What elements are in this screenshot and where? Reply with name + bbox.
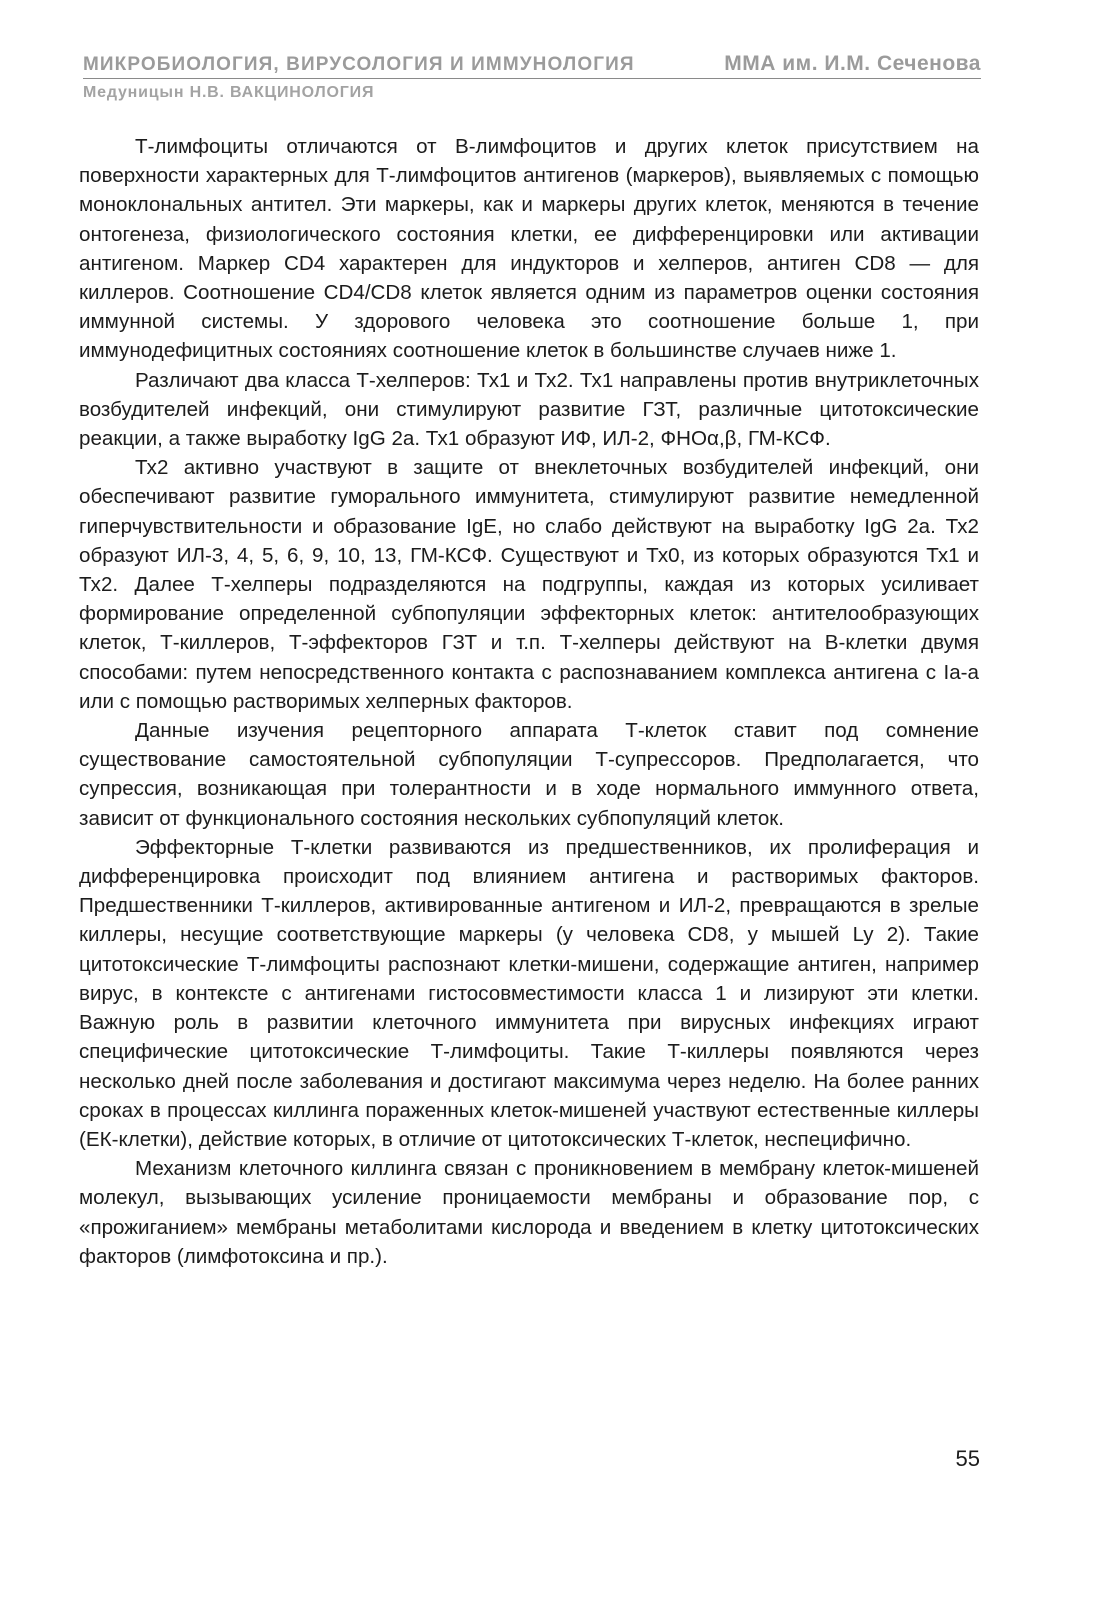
paragraph: Тх2 активно участвуют в защите от внеклеточных возбудителей инфекций, они обеспечивают развитие гуморального иммунитета, стимулируют развитие немедленной гиперчувствительности и образование IgE, но слабо действуют на выработку IgG 2a. Тх2 образуют ИЛ-3, 4, 5, 6, 9, 10, 13, ГМ-КСФ. Существуют и Тх0, из которых образуются Тх1 и Тх2. Далее Т-хелперы подразделяются на подгруппы, каждая из которых усиливает формирование определенной субпопуляции эффекторных клеток: антителообразующих клеток, Т-киллеров, Т-эффекторов ГЗТ и т.п. Т-хелперы действуют на В-клетки двумя способами: путем непосредственного контакта с распознаванием комплекса антигена с Ia-а или с помощью растворимых хелперных факторов. xyxy=(79,456,979,713)
paragraph: Различают два класса Т-хелперов: Тх1 и Тх2. Тх1 направлены против внутриклеточных возбудителей инфекций, они стимулируют развитие ГЗТ, различные цитотоксические реакции, а также выработку IgG 2a. Тх1 образуют ИФ, ИЛ-2, ФНОα,β, ГМ-КСФ. xyxy=(79,368,979,451)
paragraph: Механизм клеточного киллинга связан с проникновением в мембрану клеток-мишеней молекул, вызывающих усиление проницаемости мембраны и образование пор, с «прожиганием» мембраны метаболитами кислорода и введением в клетку цитотоксических факторов (лимфотоксина и пр.). xyxy=(79,1157,979,1268)
body-text xyxy=(79,132,979,1271)
page-number: 55 xyxy=(955,1446,980,1471)
paragraph: Т-лимфоциты отличаются от В-лимфоцитов и других клеток присутствием на поверхности характерных для Т-лимфоцитов антигенов (маркеров), выявляемых с помощью моноклональных антител. Эти маркеры, как и маркеры других клеток, меняются в течение онтогенеза, физиологического состояния клетки, ее дифференцировки или активации антигеном. Маркер CD4 характерен для индукторов и хелперов, антиген CD8 — для киллеров. Соотношение CD4/CD8 клеток является одним из параметров оценки состояния иммунной системы. У здорового человека это соотношение больше 1, при иммунодефицитных состояниях соотношение клеток в большинстве случаев ниже 1. xyxy=(79,135,979,363)
header-book-title: Медуницын Н.В. ВАКЦИНОЛОГИЯ xyxy=(83,84,375,101)
running-header xyxy=(83,46,981,102)
paragraph: Данные изучения рецепторного аппарата Т-клеток ставит под сомнение существование самостоятельной субпопуляции Т-супрессоров. Предполагается, что супрессия, возникающая при толерантности и в ходе нормального иммунного ответа, зависит от функционального состояния нескольких субпопуляций клеток. xyxy=(79,719,979,830)
header-subject-title: МИКРОБИОЛОГИЯ, ВИРУСОЛОГИЯ И ИММУНОЛОГИЯ xyxy=(83,54,635,75)
header-row xyxy=(83,46,981,79)
header-institution: ММА им. И.М. Сеченова xyxy=(724,52,981,75)
paragraph: Эффекторные Т-клетки развиваются из предшественников, их пролиферация и дифференцировка происходит под влиянием антигена и растворимых факторов. Предшественники Т-киллеров, активированные антигеном и ИЛ-2, превращаются в зрелые киллеры, несущие соответствующие маркеры (у человека CD8, у мышей Ly 2). Такие цитотоксические Т-лимфоциты распознают клетки-мишени, содержащие антиген, например вирус, в контексте с антигенами гистосовместимости класса 1 и лизируют эти клетки. Важную роль в развитии клеточного иммунитета при вирусных инфекциях играют специфические цитотоксические Т-лимфоциты. Такие Т-киллеры появляются через несколько дней после заболевания и достигают максимума через неделю. На более ранних сроках в процессах киллинга пораженных клеток-мишеней участвуют естественные киллеры (ЕК-клетки), действие которых, в отличие от цитотоксических Т-клеток, неспецифично. xyxy=(79,835,979,1151)
